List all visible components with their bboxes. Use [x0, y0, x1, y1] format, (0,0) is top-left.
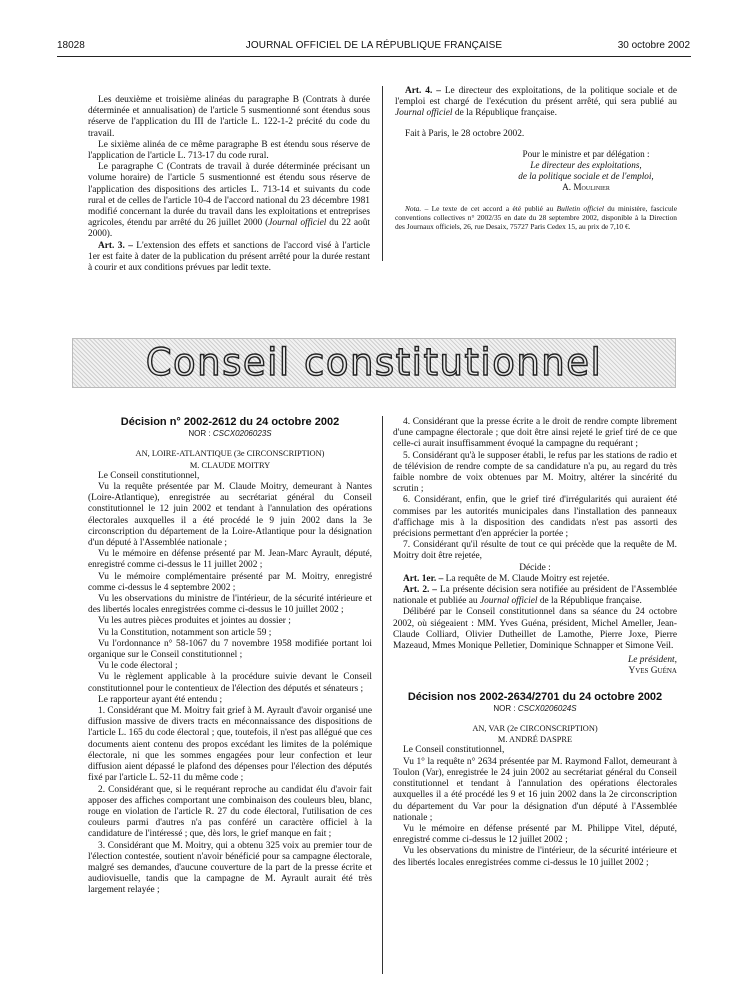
paragraph: 6. Considérant, enfin, que le grief tiré d'irrégularités qui auraient été commises par les autorités municipales dans l'installation des panneaux d'affichage mis à la disposition des candidats n'est pas assorti des précisions permettant d'en apprécier la portée ;: [393, 495, 677, 540]
paragraph: Vu les autres pièces produites et jointes au dossier ;: [98, 616, 291, 627]
issue-date: 30 octobre 2002: [617, 40, 690, 51]
paragraph: Vu l'ordonnance n° 58-1067 du 7 novembre 1958 modifiée portant loi organique sur le Conseil constitutionnel ;: [88, 638, 372, 661]
signature-block: Pour le ministre et par délégation : Le directeur des exploitations, de la politique sociale et de l'emploi, A. Moulinier: [518, 148, 654, 193]
column-divider: [382, 86, 383, 261]
paragraph: Vu 1° la requête n° 2634 présentée par M. Raymond Fallot, demeurant à Toulon (Var), enregistrée le 24 juin 2002 au secrétariat général du Conseil constitutionnel et tendant à l'annulation des opérations électorales auxquelles il a été procédé les 9 et 16 juin 2002 dans la 2e circonscription du département du Var pour la désignation d'un député à l'Assemblée nationale ;: [393, 756, 677, 823]
paragraph: 2. Considérant que, si le requérant reproche au candidat élu d'avoir fait apposer des affiches comportant une combinaison des couleurs bleu, blanc, rouge en violation de l'article R. 27 du code électoral, l'utilisation de ces couleurs parmi d'autres n'a pas conféré un caractère officiel à la candidature de l'intéressé ; que, dès lors, le grief manque en fait ;: [88, 784, 372, 840]
deliberation: Délibéré par le Conseil constitutionnel dans sa séance du 24 octobre 2002, où siégeaient : MM. Yves Guéna, président, Michel Ameller, Jean-Claude Colliard, Olivier Dutheillet de Lamothe, Pierre Joxe, Pierre Mazeaud, Mmes Monique Pelletier, Dominique Schnapper et Simone Veil.: [393, 607, 677, 652]
page-header: [0, 40, 748, 54]
decision-2-paragraphs: [393, 745, 677, 868]
header-rule: [57, 56, 691, 57]
paragraph: Le Conseil constitutionnel,: [98, 470, 200, 481]
paragraph: Vu la Constitution, notamment son article 59 ;: [98, 627, 272, 638]
decision-1-considerants: [393, 417, 677, 563]
paragraph: Vu le mémoire complémentaire présenté par M. Moitry, enregistré comme ci-dessus le 4 septembre 2002 ;: [88, 571, 372, 593]
candidate-name: M. CLAUDE MOITRY: [189, 460, 271, 470]
paragraph: Le Conseil constitutionnel,: [403, 745, 505, 756]
paragraph: Vu le mémoire en défense présenté par M. Jean-Marc Ayrault, député, enregistré comme ci-dessus le 11 juillet 2002 ;: [88, 549, 372, 571]
paragraph: 3. Considérant que M. Moitry, qui a obtenu 325 voix au premier tour de l'élection contestée, soutient n'avoir bénéficié pour sa campagne électorale, malgré ses demandes, d'aucune couverture de la part de la presse écrite et audiovisuelle, tandis que la campagne de M. Ayrault aurait été très largement relayée ;: [88, 840, 372, 896]
paragraph: 7. Considérant qu'il résulte de tout ce qui précède que la requête de M. Moitry doit être rejetée,: [393, 540, 677, 562]
decision-1-right-column: [393, 417, 677, 869]
section-banner: [72, 338, 676, 388]
article-2: Art. 2. – La présente décision sera notifiée au président de l'Assemblée nationale et publiée au Journal officiel de la République française.: [393, 585, 677, 607]
article-3: Art. 3. – L'extension des effets et sanctions de l'accord visé à l'article 1er est faite à dater de la publication du présent arrêté pour la durée restant à courir et aux conditions prévues par ledit texte.: [88, 240, 370, 274]
column-divider: [382, 416, 383, 974]
top-right-column: [395, 86, 677, 231]
constituency: AN, VAR (2e CIRCONSCRIPTION): [472, 724, 598, 734]
paragraph: Vu la requête présentée par M. Claude Moitry, demeurant à Nantes (Loire-Atlantique), enregistrée au secrétariat général du Conseil constitutionnel le 12 juin 2002 et tendant à l'annulation des opérations électorales auxquelles il a été procédé le 9 juin 2002 dans la 3e circonscription du département de la Loire-Atlantique pour la désignation d'un député à l'Assemblée nationale ;: [88, 482, 372, 549]
decision-2-title: Décision nos 2002-2634/2701 du 24 octobre 2002: [407, 690, 663, 703]
nor-reference: NOR : CSCX0206023S: [188, 429, 272, 439]
paragraph: Vu les observations du ministre de l'intérieur, de la sécurité intérieure et des libertés locales enregistrées comme ci-dessus le 10 juillet 2002 ;: [88, 594, 372, 616]
president-title: Le président,: [628, 655, 677, 666]
paragraph: 4. Considérant que la presse écrite a le droit de rendre compte librement d'une campagne électorale ; que doit être ainsi rejeté le grief tiré de ce que celle-ci aurait insuffisamment évoqué la campagne du requérant ;: [393, 417, 677, 450]
top-left-column: [88, 95, 370, 274]
candidate-name: M. ANDRÉ DASPRE: [497, 735, 573, 745]
paragraph: Le paragraphe C (Contrats de travail à durée déterminée précisant un volume horaire) de l'article 5 susmentionné est étendu sous réserve de l'application des dispositions des articles L. 713-14 et suivants du code rural et de celles de l'article 10-4 de l'accord national du 23 décembre 1981 modifié concernant la durée du travail dans les exploitations et entreprises agricoles, étendu par arrêté du 26 juillet 2000 (Journal officiel du 22 août 2000).: [88, 162, 370, 240]
paragraph: Le sixième alinéa de ce même paragraphe B est étendu sous réserve de l'application de l'article L. 713-17 du code rural.: [88, 139, 370, 162]
decide-heading: Décide :: [519, 562, 551, 573]
section-title: Conseil constitutionnel: [145, 341, 603, 384]
article-4: Art. 4. – Le directeur des exploitations, de la politique sociale et de l'emploi est chargé de l'exécution du présent arrêté, qui sera publié au Journal officiel de la République française.: [395, 86, 677, 119]
decision-1-paragraphs: [88, 471, 372, 897]
paragraph: Les deuxième et troisième alinéas du paragraphe B (Contrats à durée déterminée et annualisation) de l'article 5 susmentionné sont étendus sous réserve de l'application du III de l'article L. 122-1-2 précité du code du travail.: [88, 95, 370, 139]
paragraph: Vu le code électoral ;: [98, 661, 178, 672]
constituency: AN, LOIRE-ATLANTIQUE (3e CIRCONSCRIPTION): [135, 449, 325, 459]
nota: Nota. – Le texte de cet accord a été publié au Bulletin officiel du ministère, fascicule conventions collectives n° 2002/35 en date du 28 septembre 2002, disponible à la Direction des Journaux officiels, 26, rue Desaix, 75727 Paris Cedex 15, au prix de 7,10 €.: [395, 203, 677, 232]
nor-reference: NOR : CSCX0206024S: [493, 703, 577, 713]
journal-title: JOURNAL OFFICIEL DE LA RÉPUBLIQUE FRANÇAISE: [245, 40, 503, 51]
paragraph: 5. Considérant qu'à le supposer établi, le refus par les stations de radio et de télévision de rendre compte de sa candidature n'a pu, au regard du très faible nombre de voix obtenues par M. Moitry, altérer la sincérité du scrutin ;: [393, 450, 677, 495]
page-number: 18028: [57, 40, 85, 51]
decision-1-left-column: [88, 417, 372, 897]
paragraph: 1. Considérant que M. Moitry fait grief à M. Ayrault d'avoir organisé une diffusion massive de divers tracts en méconnaissance des dispositions de l'article L. 165 du code électoral ; que, toutefois, il n'est pas allégué que ces documents aient contenu des propos excédant les limites de la polémique électorale, ni que les sommes engagées pour leur confection et leur diffusion aient dépassé le plafond des dépenses pour l'élection des députés fixé par l'article L. 52-11 du même code ;: [88, 706, 372, 784]
president-name: Yves Guéna: [628, 666, 677, 677]
decision-title: Décision n° 2002-2612 du 24 octobre 2002: [120, 416, 340, 428]
done-at: Fait à Paris, le 28 octobre 2002.: [405, 128, 525, 139]
paragraph: Vu les observations du ministre de l'intérieur, de la sécurité intérieure et des libertés locales enregistrées comme ci-dessus le 10 juillet 2002 ;: [393, 846, 677, 868]
article-1: Art. 1er. – La requête de M. Claude Moitry est rejetée.: [403, 573, 610, 584]
paragraph: Le rapporteur ayant été entendu ;: [98, 694, 223, 705]
paragraph: Vu le règlement applicable à la procédure suivie devant le Conseil constitutionnel pour le contentieux de l'élection des députés et sénateurs ;: [88, 672, 372, 694]
paragraph: Vu le mémoire en défense présenté par M. Philippe Vitel, député, enregistré comme ci-dessus le 12 juillet 2002 ;: [393, 823, 677, 846]
